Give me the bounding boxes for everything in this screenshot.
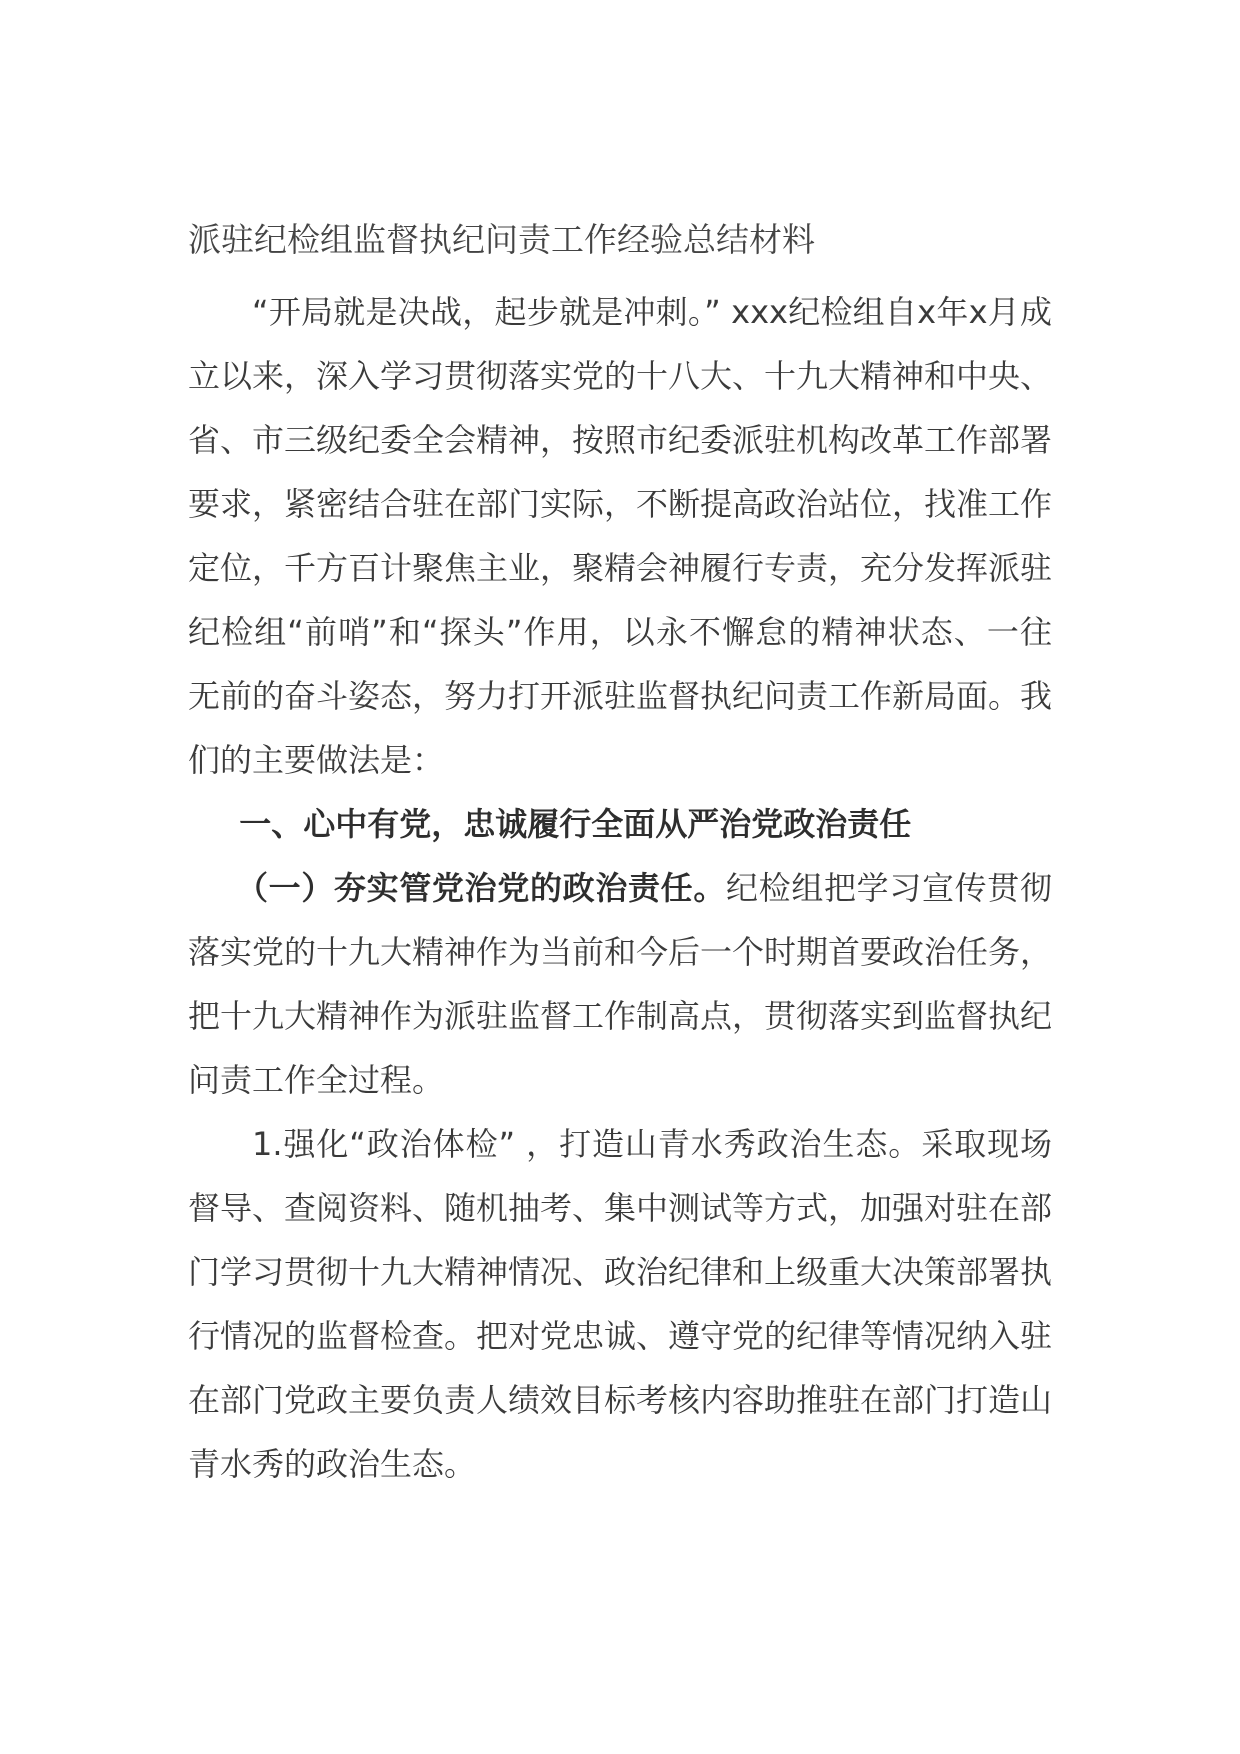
document-body (188, 280, 1052, 1496)
document-title: 派驻纪检组监督执纪问责工作经验总结材料 (188, 220, 815, 259)
item-paragraph-1: 1.强化“政治体检” ，打造山青水秀政治生态。采取现场督导、查阅资料、随机抽考、集中测试等方式，加强对驻在部门学习贯彻十九大精神情况、政治纪律和上级重大决策部署执行情况的监督检查。把对党忠诚、遵守党的纪律等情况纳入驻在部门党政主要负责人绩效目标考核内容助推驻在部门打造山青水秀的政治生态。 (188, 1125, 1053, 1483)
intro-paragraph: “开局就是决战，起步就是冲刺。” xxx纪检组自x年x月成立以来，深入学习贯彻落实党的十八大、十九大精神和中央、省、市三级纪委全会精神，按照市纪委派驻机构改革工作部署要求，紧密结合驻在部门实际，不断提高政治站位，找准工作定位，千方百计聚焦主业，聚精会神履行专责，充分发挥派驻纪检组“前哨”和“探头”作用，以永不懈怠的精神状态、一往无前的奋斗姿态，努力打开派驻监督执纪问责工作新局面。我们的主要做法是： (188, 293, 1053, 779)
section-heading-1: 一、心中有党，忠诚履行全面从严治党政治责任 (239, 805, 912, 843)
subsection-paragraph-1 (188, 856, 1052, 1112)
subsection-heading-1: （一）夯实管党治党的政治责任。 (236, 869, 726, 907)
subsection-text-1: 纪检组把学习宣传贯彻落实党的十九大精神作为当前和今后一个时期首要政治任务，把十九大精神作为派驻监督工作制高点，贯彻落实到监督执纪问责工作全过程。 (188, 869, 1053, 1099)
